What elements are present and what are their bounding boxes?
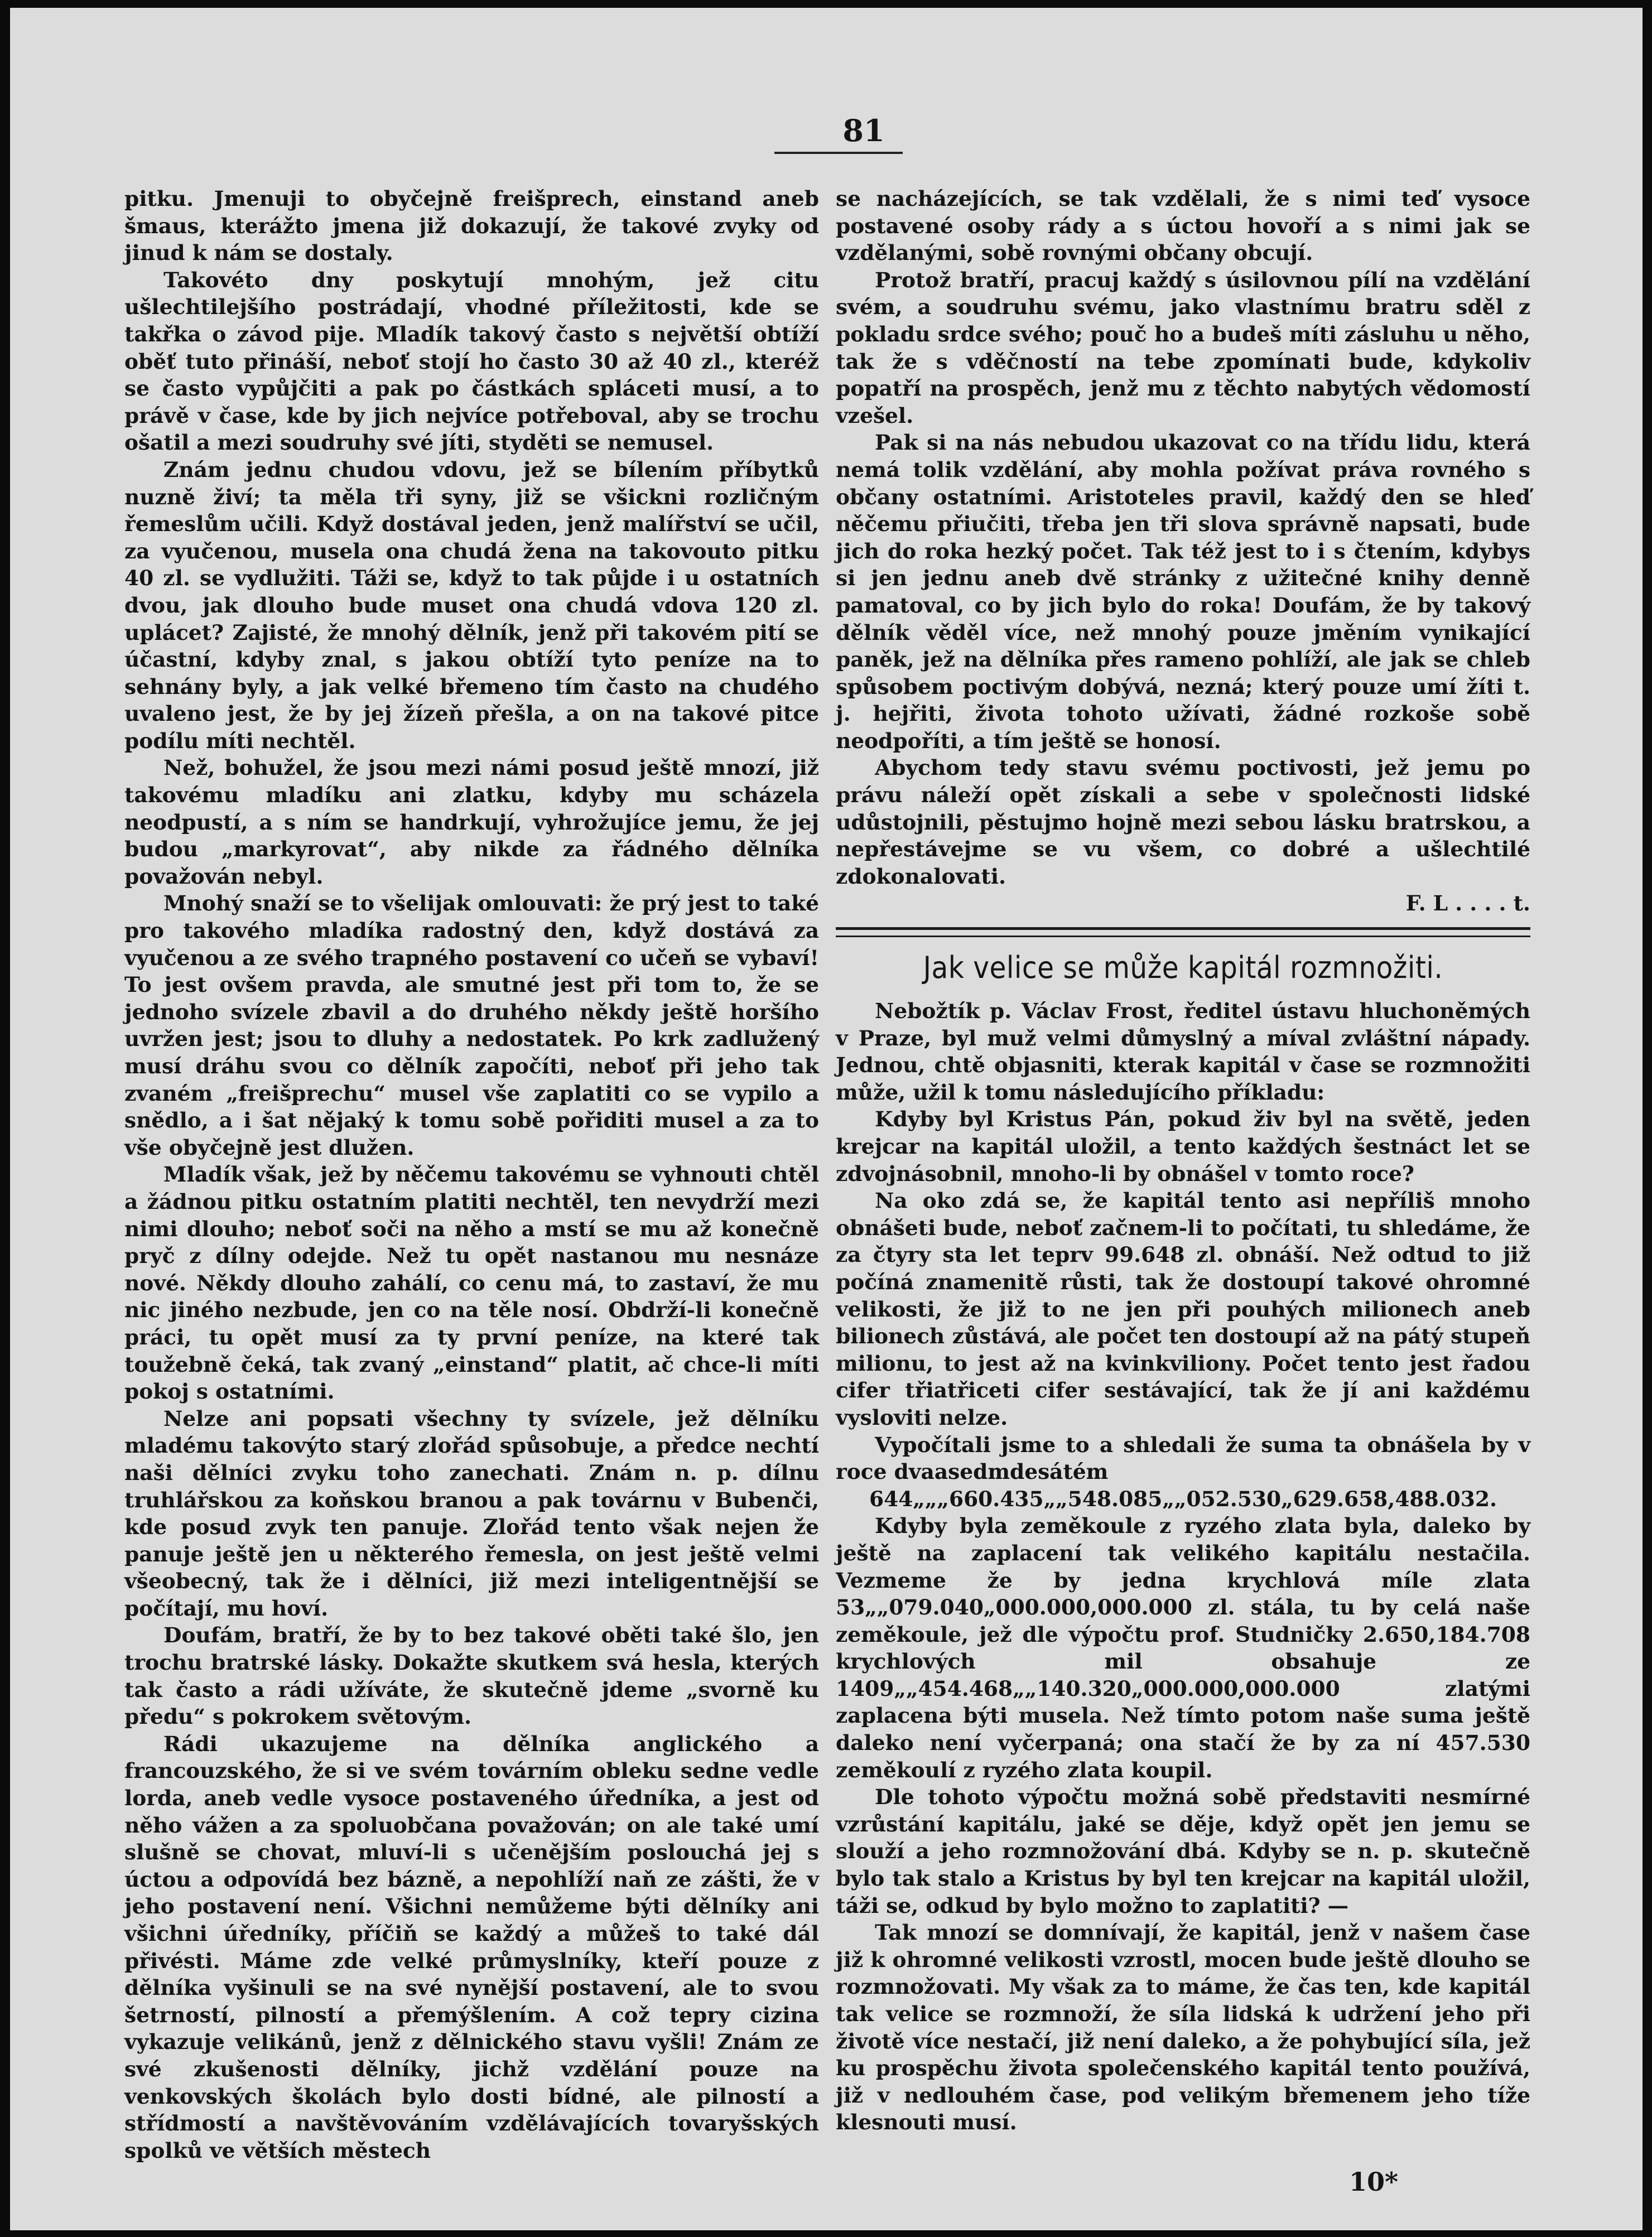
paragraph: Než, bohužel, že jsou mezi námi posud ještě mnozí, již takovému mladíku ani zlatku, kdyby mu scházela neodpustí, a s ním se handrkují, vyhrožujíce jemu, že jej budou „markyrovat“, aby nikde za řádného dělníka považován nebyl. xyxy=(124,755,819,889)
paragraph: Kdyby byl Kristus Pán, pokud živ byl na světě, jeden krejcar na kapitál uložil, a tento každých šestnáct let se zdvojnásobnil, mnoho-li by obnášel v tomto roce? xyxy=(836,1107,1530,1186)
paragraph: Znám jednu chudou vdovu, jež se bílením příbytků nuzně živí; ta měla tři syny, již se všickni rozličným řemeslům učili. Když dostával jeden, jenž malířství se učil, za vyučenou, musela ona chudá žena na takovouto pitku 40 zl. se vydlužiti. Táži se, když to tak půjde i u ostatních dvou, jak dlouho bude muset ona chudá vdova 120 zl. uplácet? Zajisté, že mnohý dělník, jenž při takovém pití se účastní, kdyby znal, s jakou obtíží tyto peníze na to sehnány byly, a jak velké břemeno tím často na chudého uvaleno jest, že by jej žízeň přešla, a on na takové pitce podílu míti nechtěl. xyxy=(124,457,819,753)
author-signature: F. L . . . . t. xyxy=(1405,891,1530,916)
paragraph: Vypočítali jsme to a shledali že suma ta obnášela by v roce dvaasedmdesátém xyxy=(836,1432,1530,1484)
page-number-rule xyxy=(774,152,903,154)
capital-sum-number: 644„„„660.435„„548.085„„052.530„629.658,488.032. xyxy=(869,1486,1497,1511)
left-column xyxy=(124,185,819,2163)
paragraph: Rádi ukazujeme na dělníka anglického a francouzského, že si ve svém továrním obleku sedne vedle lorda, aneb vedle vysoce postaveného úředníka, a jest od něho vážen a za spoluobčana považován; on ale také umí slušně se chovat, mluví-li s učenějším poslouchá jej s úctou a odpovídá bez bázně, a nepohlíží naň ze zášti, že v jeho postavení není. Všichni nemůžeme býti dělníky ani všichni úředníky, příčiň se každý a můžeš to také dál přivésti. Máme zde velké průmyslníky, kteří pouze z dělníka vyšinuli se na své nynější postavení, ale to svou šetrností, pilností a přemýšlením. A což tepry cizina vykazuje velikánů, jenž z dělnického stavu vyšli! Znám ze své zkušenosti dělníky, jichž vzdělání pouze na venkovských školách bylo dosti bídné, ale pilností a střídmostí a navštěvováním vzdělávajících tovaryšských spolků ve větších městech xyxy=(124,1731,819,2163)
right-column xyxy=(836,185,1530,2149)
article-title: Jak velice se může kapitál rozmnožiti. xyxy=(923,950,1443,986)
paragraph: Dle tohoto výpočtu možná sobě představiti nesmírné vzrůstání kapitálu, jaké se děje, když opět jen jemu se slouží a jeho rozmnožování dbá. Kdyby se n. p. skutečně bylo tak stalo a Kristus by byl ten krejcar na kapitál uložil, táži se, odkud by bylo možno to zaplatiti? — xyxy=(836,1785,1530,1918)
paragraph: Na oko zdá se, že kapitál tento asi nepříliš mnoho obnášeti bude, neboť začnem-li to počítati, tu shledáme, že za čtyry sta let teprv 99.648 zl. obnáší. Než odtud to již počíná znamenitě růsti, tak že dostoupí takové ohromné velikosti, že již to ne jen při pouhých milionech aneb bilionech zůstává, ale počet ten dostoupí až na pátý stupeň milionu, to jest až na kvinkviliony. Počet tento jest řadou cifer třiatřiceti cifer sestávající, tak že jí ani každému vysloviti nelze. xyxy=(836,1188,1530,1430)
paragraph: Tak mnozí se domnívají, že kapitál, jenž v našem čase již k ohromné velikosti vzrostl, mocen bude ještě dlouho se rozmnožovati. My však za to máme, že čas ten, kde kapitál tak velice se rozmnoží, že síla lidská k udržení jeho při životě více nestačí, již není daleko, a že pohybující síla, jež ku prospěchu života společenského kapitál tento používá, již v nedlouhém čase, pod velikým břemenem jeho tíže klesnouti musí. xyxy=(836,1920,1530,2135)
paragraph: Kdyby byla zeměkoule z ryzého zlata byla, daleko by ještě na zaplacení tak velikého kapitálu nestačila. Vezmeme že by jedna krychlová míle zlata 53„„079.040„000.000,000.000 zl. stála, tu by celá naše zeměkoule, jež dle výpočtu prof. Studničky 2.650,184.708 krychlových mil obsahuje ze 1409„„454.468„„140.320„000.000,000.000 zlatými zaplacena býti musela. Než tímto potom naše suma ještě daleko není vyčerpaná; ona stačí že by za ní 457.530 zeměkoulí z ryzého zlata koupil. xyxy=(836,1513,1530,1782)
paragraph: Nelze ani popsati všechny ty svízele, jež dělníku mladému takovýto starý zlořád spůsobuje, a předce nechtí naši dělníci zvyku toho zanechati. Znám n. p. dílnu truhlářskou za koňskou branou a pak továrnu v Bubenči, kde posud zvyk ten panuje. Zlořád tento však nejen že panuje ještě jen u některého řemesla, on jest ještě velmi všeobecný, tak že i dělníci, již mezi inteligentnější se počítají, mu hoví. xyxy=(124,1406,819,1621)
paragraph: Protož bratří, pracuj každý s úsilovnou pílí na vzdělání svém, a soudruhu svému, jako vlastnímu bratru sděl z pokladu srdce svého; pouč ho a budeš míti zásluhu u něho, tak že s vděčností na tebe zpomínati bude, kdykoliv popatří na prospěch, jenž mu z těchto nabytých vědomostí vzešel. xyxy=(836,267,1530,428)
paragraph: pitku. Jmenuji to obyčejně freišprech, einstand aneb šmaus, kterážto jmena již dokazují, že takové zvyky od jinud k nám se dostaly. xyxy=(124,186,819,266)
paragraph: Mnohý snaží se to všelijak omlouvati: že prý jest to také pro takového mladíka radostný den, když dostává za vyučenou a ze svého trapného postavení co učeň se vybaví! To jest ovšem pravda, ale smutné jest při tom to, že se jednoho svízele zbavil a do druhého někdy ještě horšího uvržen jest; jsou to dluhy a nedostatek. Po krk zadlužený musí dráhu svou co dělník započíti, neboť při jeho tak zvaném „freišprechu“ musel vše zaplatiti co se vypilo a snědlo, a i šat nějaký k tomu sobě pořiditi musel a za to vše obyčejně jest dlužen. xyxy=(124,891,819,1160)
paragraph: Nebožtík p. Václav Frost, ředitel ústavu hluchoněmých v Praze, byl muž velmi důmyslný a míval zvláštní nápady. Jednou, chtě objasniti, kterak kapitál v čase se rozmnožiti může, užil k tomu následujícího příkladu: xyxy=(836,999,1530,1105)
page-number: 81 xyxy=(842,113,885,148)
paragraph: Doufám, bratří, že by to bez takové oběti také šlo, jen trochu bratrské lásky. Dokažte skutkem svá hesla, kterých tak často a rádi užíváte, že skutečně jdeme „svorně ku předu“ s pokrokem světovým. xyxy=(124,1623,819,1729)
paragraph: Pak si na nás nebudou ukazovat co na třídu lidu, která nemá tolik vzdělání, aby mohla požívat práva rovného s občany ostatními. Aristoteles pravil, každý den se hleď něčemu přiučiti, třeba jen tři slova správně napsati, bude jich do roka hezký počet. Tak též jest to i s čtením, kdybys si jen jednu aneb dvě stránky z užitečné knihy denně pamatoval, co by jich bylo do roka! Doufám, že by takový dělník věděl více, než mnohý pouze jměním vynikající paněk, jež na dělníka přes rameno pohlíží, ale jak se chleb spůsobem poctivým dobývá, nezná; který pouze umí žíti t. j. hejřiti, života tohoto užívati, žádné rozkoše sobě neodpoříti, a tím ještě se honosí. xyxy=(836,430,1530,753)
sheet-signature-mark: 10* xyxy=(1349,2167,1399,2197)
paragraph: se nacházejících, se tak vzdělali, že s nimi teď vysoce postavené osoby rády a s úctou hovoří a s nimi jak se vzdělanými, sobě rovnými občany obcují. xyxy=(836,186,1530,266)
paragraph: Takovéto dny poskytují mnohým, jež citu ušlechtilejšího postrádají, vhodné příležitosti, kde se takřka o závod pije. Mladík takový často s největší obtíží oběť tuto přináší, neboť stojí ho často 30 až 40 zl., kteréž se často vypůjčiti a pak po částkách spláceti musí, a to právě v čase, kde by jich nejvíce potřeboval, aby se trochu ošatil a mezi soudruhy své jíti, styděti se nemusel. xyxy=(124,267,819,455)
paragraph: Mladík však, jež by něčemu takovému se vyhnouti chtěl a žádnou pitku ostatním platiti nechtěl, ten nevydrží mezi nimi dlouho; neboť soči na něho a mstí se mu až konečně pryč z dílny odejde. Než tu opět nastanou mu nesnáze nové. Někdy dlouho zahálí, co cenu má, to zastaví, že mu nic jiného nezbude, jen co na těle nosí. Obdrží-li konečně práci, tu opět musí za ty první peníze, na které tak toužebně čeká, tak zvaný „einstand“ platit, ač chce-li míti pokoj s ostatními. xyxy=(124,1162,819,1404)
section-divider xyxy=(836,927,1530,937)
newspaper-page xyxy=(10,8,1643,2230)
signature-line xyxy=(836,890,1530,917)
paragraph: Abychom tedy stavu svému poctivosti, jež jemu po právu náleží opět získali a sebe v společnosti lidské udůstojnili, pěstujmo hojně mezi sebou lásku bratrskou, a nepřestávejme se vu všem, co dobré a ušlechtilé zdokonalovati. xyxy=(836,755,1530,889)
